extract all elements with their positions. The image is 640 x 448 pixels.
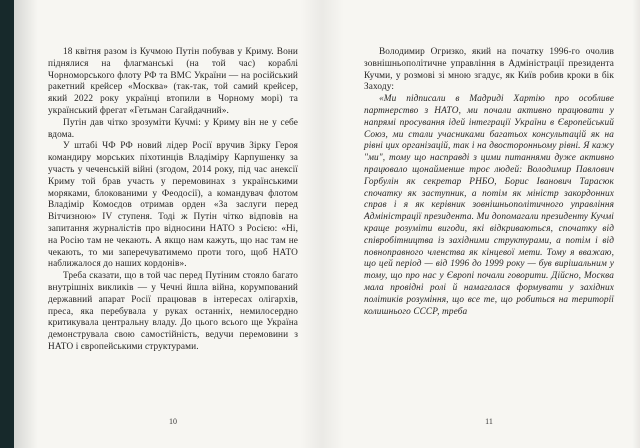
- paragraph: Володимир Огризко, який на початку 1996-го очолив зовнішньополітичне управління в Адміністрації президента Кучми, у розмові зі мною згадує, як Київ робив кроки в бік Заходу:: [364, 47, 614, 93]
- paragraph: 18 квітня разом із Кучмою Путін побував у Криму. Вони піднялися на флагманські (на той час) кораблі Чорноморського флоту РФ та ВМС України — на російський ракетний крейсер «Москва» (так-так, той самий крейсер, який 2022 року українці втопили в Чорному морі) та український фрегат «Гетьман Сагайдачний».: [48, 47, 298, 116]
- paragraph: У штабі ЧФ РФ новий лідер Росії вручив Зірку Героя командиру морських піхотинців Владіміру Карпушенку за участь у чеченській війні (згодом, 2014 року, під час анексії Криму той брав участь у перемовинах з українськими моряками, блокованими у Феодосії), а командувач флотом Владімір Комоєдов отримав орден «За заслуги перед Вітчизною» IV ступеня. Тоді ж Путін чітко відповів на запитання журналістів про відносини НАТО з Росією: «Ні, на Росію там не чекають. А якщо нам кажуть, що нас там не чекають, то ми заперечуватимемо проти того, щоб НАТО наближалося до наших кордонів».: [48, 141, 298, 270]
- book-spine: [0, 0, 14, 448]
- paragraph: Треба сказати, що в той час перед Путіним стояло багато внутрішніх викликів — у Чечні йшла війна, корумпований державний апарат Росії працював в інтересах олігархів, преса, яка перебувала у руках останніх, немилосердно критикувала центральну владу. До цього всього ще Україна демонструвала свою самостійність, ведучи перемовини з НАТО і європейськими структурами.: [48, 271, 298, 352]
- page-right: [320, 0, 640, 448]
- page-left: [14, 0, 320, 448]
- page-number-right: 11: [485, 417, 493, 426]
- quote-paragraph: «Ми підписали в Мадриді Хартію про особливе партнерство з НАТО, ми почали активно працювати у напрямі просування ідей інтеграції України в Європейський Союз, ми стали учасниками багатьох консультацій як на рівні цих організацій, так і на двосторонньому рівні. Я кажу "ми", тому що насправді з цими питаннями дуже активно працювало щонайменше троє людей: Володимир Павлович Горбулін як секретар РНБО, Борис Іванович Тарасюк спочатку як заступник, а потім як міністр закордонних справ і я як керівник зовнішньополітичного управління Адміністрації президента. Ми допомагали президенту Кучмі краще розуміти вигоди, які відкриваються, спочатку від співробітництва із західними структурами, а потім і від повноправного членства як кінцевої мети. Тому я вважаю, що цей період — від 1996 до 1999 року — був вирішальним у тому, що про нас у Європі почали говорити. Дійсно, Москва мала провідні ролі й намагалася формувати у західних політиків розуміння, що все те, що робиться на території колишнього СССР, треба: [364, 94, 614, 317]
- right-text-column: [364, 47, 614, 318]
- left-text-column: [48, 47, 298, 354]
- page-number-left: 10: [169, 417, 177, 426]
- paragraph: Путін дав чітко зрозуміти Кучмі: у Криму він не у себе вдома.: [48, 117, 298, 140]
